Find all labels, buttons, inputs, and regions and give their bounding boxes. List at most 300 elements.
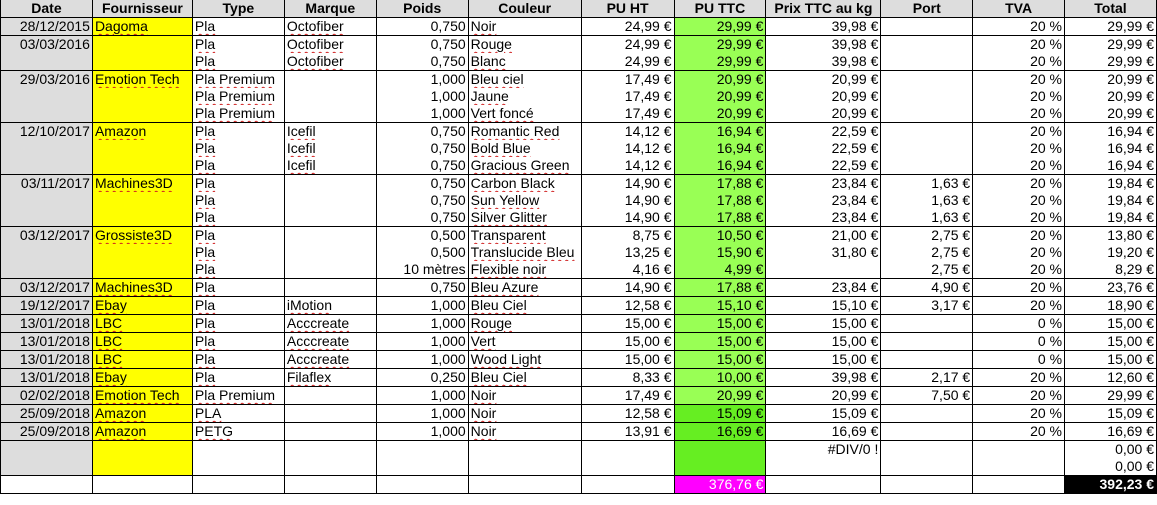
total-cell[interactable] — [1065, 315, 1157, 333]
column-header-date[interactable]: Date — [1, 0, 93, 18]
port-cell[interactable] — [881, 297, 973, 315]
pu-ttc-cell[interactable] — [674, 105, 766, 123]
date-cell[interactable] — [1, 315, 93, 333]
tva-cell[interactable] — [973, 315, 1065, 333]
port-cell[interactable] — [881, 476, 973, 494]
fournisseur-cell[interactable] — [92, 227, 192, 245]
date-cell[interactable] — [1, 140, 93, 157]
pu-ttc-cell[interactable] — [674, 18, 766, 36]
port-cell[interactable] — [881, 53, 973, 71]
prix-ttc-kg-cell[interactable] — [766, 18, 881, 36]
pu-ttc-cell[interactable] — [674, 192, 766, 209]
port-cell[interactable] — [881, 315, 973, 333]
type-cell[interactable] — [192, 333, 284, 351]
pu-ht-cell[interactable] — [581, 209, 674, 227]
total-cell[interactable] — [1065, 53, 1157, 71]
prix-ttc-kg-cell[interactable] — [766, 53, 881, 71]
poids-cell[interactable] — [376, 140, 468, 157]
pu-ht-cell[interactable] — [581, 88, 674, 105]
fournisseur-cell[interactable] — [92, 157, 192, 175]
tva-cell[interactable] — [973, 351, 1065, 369]
pu-ht-cell[interactable] — [581, 157, 674, 175]
couleur-cell[interactable] — [468, 209, 581, 227]
pu-ttc-cell[interactable] — [674, 279, 766, 297]
tva-cell[interactable] — [973, 36, 1065, 54]
marque-cell[interactable] — [284, 297, 376, 315]
date-cell[interactable] — [1, 227, 93, 245]
port-cell[interactable] — [881, 261, 973, 279]
marque-cell[interactable] — [284, 244, 376, 261]
pu-ht-cell[interactable] — [581, 105, 674, 123]
tva-cell[interactable] — [973, 209, 1065, 227]
fournisseur-cell[interactable] — [92, 18, 192, 36]
port-cell[interactable] — [881, 333, 973, 351]
type-cell[interactable] — [192, 123, 284, 141]
fournisseur-cell[interactable] — [92, 244, 192, 261]
poids-cell[interactable] — [376, 36, 468, 54]
tva-cell[interactable] — [973, 369, 1065, 387]
marque-cell[interactable] — [284, 140, 376, 157]
poids-cell[interactable] — [376, 192, 468, 209]
poids-cell[interactable] — [376, 333, 468, 351]
column-header-pu-ht[interactable]: PU HT — [581, 0, 674, 18]
fournisseur-cell[interactable] — [92, 405, 192, 423]
date-cell[interactable] — [1, 423, 93, 441]
date-cell[interactable] — [1, 476, 93, 494]
total-cell[interactable] — [1065, 18, 1157, 36]
marque-cell[interactable] — [284, 315, 376, 333]
marque-cell[interactable] — [284, 405, 376, 423]
prix-ttc-kg-cell[interactable] — [766, 315, 881, 333]
pu-ttc-cell[interactable] — [674, 227, 766, 245]
pu-ttc-cell[interactable] — [674, 140, 766, 157]
total-cell[interactable] — [1065, 279, 1157, 297]
poids-cell[interactable] — [376, 244, 468, 261]
pu-ttc-cell[interactable] — [674, 315, 766, 333]
total-cell[interactable] — [1065, 105, 1157, 123]
pu-ttc-cell[interactable] — [674, 405, 766, 423]
date-cell[interactable] — [1, 88, 93, 105]
column-header-tva[interactable]: TVA — [973, 0, 1065, 18]
type-cell[interactable] — [192, 441, 284, 459]
date-cell[interactable] — [1, 405, 93, 423]
total-cell[interactable] — [1065, 175, 1157, 193]
marque-cell[interactable] — [284, 157, 376, 175]
couleur-cell[interactable] — [468, 175, 581, 193]
pu-ht-cell[interactable] — [581, 71, 674, 89]
fournisseur-cell[interactable] — [92, 369, 192, 387]
couleur-cell[interactable] — [468, 351, 581, 369]
marque-cell[interactable] — [284, 175, 376, 193]
marque-cell[interactable] — [284, 458, 376, 476]
port-cell[interactable] — [881, 209, 973, 227]
date-cell[interactable] — [1, 369, 93, 387]
poids-cell[interactable] — [376, 18, 468, 36]
poids-cell[interactable] — [376, 315, 468, 333]
fournisseur-cell[interactable] — [92, 315, 192, 333]
total-cell[interactable] — [1065, 369, 1157, 387]
pu-ttc-cell[interactable] — [674, 123, 766, 141]
tva-cell[interactable] — [973, 297, 1065, 315]
total-cell[interactable] — [1065, 441, 1157, 459]
date-cell[interactable] — [1, 192, 93, 209]
port-cell[interactable] — [881, 387, 973, 405]
couleur-cell[interactable] — [468, 88, 581, 105]
pu-ht-cell[interactable] — [581, 36, 674, 54]
couleur-cell[interactable] — [468, 387, 581, 405]
fournisseur-cell[interactable] — [92, 88, 192, 105]
port-cell[interactable] — [881, 36, 973, 54]
prix-ttc-kg-cell[interactable] — [766, 36, 881, 54]
fournisseur-cell[interactable] — [92, 209, 192, 227]
marque-cell[interactable] — [284, 476, 376, 494]
type-cell[interactable] — [192, 53, 284, 71]
date-cell[interactable] — [1, 297, 93, 315]
prix-ttc-kg-cell[interactable] — [766, 405, 881, 423]
tva-cell[interactable] — [973, 157, 1065, 175]
pu-ttc-cell[interactable] — [674, 297, 766, 315]
date-cell[interactable] — [1, 279, 93, 297]
total-cell[interactable] — [1065, 333, 1157, 351]
pu-ht-cell[interactable] — [581, 423, 674, 441]
tva-cell[interactable] — [973, 88, 1065, 105]
prix-ttc-kg-cell[interactable] — [766, 140, 881, 157]
tva-cell[interactable] — [973, 244, 1065, 261]
port-cell[interactable] — [881, 369, 973, 387]
tva-cell[interactable] — [973, 227, 1065, 245]
poids-cell[interactable] — [376, 227, 468, 245]
fournisseur-cell[interactable] — [92, 351, 192, 369]
fournisseur-cell[interactable] — [92, 297, 192, 315]
port-cell[interactable] — [881, 157, 973, 175]
total-cell[interactable] — [1065, 351, 1157, 369]
port-cell[interactable] — [881, 279, 973, 297]
type-cell[interactable] — [192, 351, 284, 369]
port-cell[interactable] — [881, 441, 973, 459]
date-cell[interactable] — [1, 123, 93, 141]
date-cell[interactable] — [1, 18, 93, 36]
date-cell[interactable] — [1, 387, 93, 405]
marque-cell[interactable] — [284, 441, 376, 459]
total-cell[interactable] — [1065, 297, 1157, 315]
type-cell[interactable] — [192, 88, 284, 105]
port-cell[interactable] — [881, 405, 973, 423]
couleur-cell[interactable] — [468, 369, 581, 387]
tva-cell[interactable] — [973, 423, 1065, 441]
type-cell[interactable] — [192, 192, 284, 209]
fournisseur-cell[interactable] — [92, 441, 192, 459]
tva-cell[interactable] — [973, 441, 1065, 459]
column-header-fournisseur[interactable]: Fournisseur — [92, 0, 192, 18]
poids-cell[interactable] — [376, 71, 468, 89]
port-cell[interactable] — [881, 88, 973, 105]
total-cell[interactable] — [1065, 157, 1157, 175]
poids-cell[interactable] — [376, 405, 468, 423]
type-cell[interactable] — [192, 297, 284, 315]
couleur-cell[interactable] — [468, 192, 581, 209]
pu-ttc-cell[interactable] — [674, 261, 766, 279]
fournisseur-cell[interactable] — [92, 192, 192, 209]
port-cell[interactable] — [881, 71, 973, 89]
pu-ttc-cell[interactable] — [674, 351, 766, 369]
total-cell[interactable] — [1065, 387, 1157, 405]
pu-ttc-cell[interactable] — [674, 36, 766, 54]
couleur-cell[interactable] — [468, 18, 581, 36]
tva-cell[interactable] — [973, 123, 1065, 141]
poids-cell[interactable] — [376, 279, 468, 297]
tva-cell[interactable] — [973, 458, 1065, 476]
prix-ttc-kg-cell[interactable] — [766, 261, 881, 279]
port-cell[interactable] — [881, 175, 973, 193]
port-cell[interactable] — [881, 192, 973, 209]
column-header-marque[interactable]: Marque — [284, 0, 376, 18]
poids-cell[interactable] — [376, 369, 468, 387]
fournisseur-cell[interactable] — [92, 279, 192, 297]
pu-ht-cell[interactable] — [581, 476, 674, 494]
couleur-cell[interactable] — [468, 140, 581, 157]
pu-ht-cell[interactable] — [581, 175, 674, 193]
fournisseur-cell[interactable] — [92, 333, 192, 351]
prix-ttc-kg-cell[interactable] — [766, 192, 881, 209]
couleur-cell[interactable] — [468, 105, 581, 123]
date-cell[interactable] — [1, 36, 93, 54]
couleur-cell[interactable] — [468, 244, 581, 261]
pu-ht-cell[interactable] — [581, 192, 674, 209]
pu-ht-cell[interactable] — [581, 140, 674, 157]
fournisseur-cell[interactable] — [92, 175, 192, 193]
total-cell[interactable] — [1065, 244, 1157, 261]
column-header-poids[interactable]: Poids — [376, 0, 468, 18]
marque-cell[interactable] — [284, 123, 376, 141]
poids-cell[interactable] — [376, 351, 468, 369]
marque-cell[interactable] — [284, 88, 376, 105]
port-cell[interactable] — [881, 18, 973, 36]
tva-cell[interactable] — [973, 261, 1065, 279]
type-cell[interactable] — [192, 405, 284, 423]
date-cell[interactable] — [1, 157, 93, 175]
port-cell[interactable] — [881, 105, 973, 123]
marque-cell[interactable] — [284, 192, 376, 209]
pu-ht-cell[interactable] — [581, 18, 674, 36]
pu-ht-cell[interactable] — [581, 458, 674, 476]
column-header-port[interactable]: Port — [881, 0, 973, 18]
prix-ttc-kg-cell[interactable] — [766, 175, 881, 193]
total-cell[interactable] — [1065, 423, 1157, 441]
type-cell[interactable] — [192, 140, 284, 157]
date-cell[interactable] — [1, 71, 93, 89]
marque-cell[interactable] — [284, 423, 376, 441]
pu-ht-cell[interactable] — [581, 315, 674, 333]
couleur-cell[interactable] — [468, 315, 581, 333]
pu-ttc-cell[interactable] — [674, 88, 766, 105]
type-cell[interactable] — [192, 18, 284, 36]
total-cell[interactable] — [1065, 192, 1157, 209]
couleur-cell[interactable] — [468, 157, 581, 175]
marque-cell[interactable] — [284, 227, 376, 245]
poids-cell[interactable] — [376, 387, 468, 405]
marque-cell[interactable] — [284, 387, 376, 405]
fournisseur-cell[interactable] — [92, 105, 192, 123]
port-cell[interactable] — [881, 244, 973, 261]
prix-ttc-kg-cell[interactable] — [766, 351, 881, 369]
tva-cell[interactable] — [973, 140, 1065, 157]
date-cell[interactable] — [1, 209, 93, 227]
total-cell[interactable] — [1065, 227, 1157, 245]
poids-cell[interactable] — [376, 209, 468, 227]
marque-cell[interactable] — [284, 53, 376, 71]
tva-cell[interactable] — [973, 333, 1065, 351]
type-cell[interactable] — [192, 71, 284, 89]
tva-cell[interactable] — [973, 18, 1065, 36]
column-header-type[interactable]: Type — [192, 0, 284, 18]
prix-ttc-kg-cell[interactable] — [766, 88, 881, 105]
pu-ht-cell[interactable] — [581, 244, 674, 261]
type-cell[interactable] — [192, 458, 284, 476]
tva-cell[interactable] — [973, 175, 1065, 193]
pu-ht-cell[interactable] — [581, 387, 674, 405]
marque-cell[interactable] — [284, 36, 376, 54]
fournisseur-cell[interactable] — [92, 261, 192, 279]
poids-cell[interactable] — [376, 261, 468, 279]
prix-ttc-kg-cell[interactable] — [766, 157, 881, 175]
type-cell[interactable] — [192, 387, 284, 405]
pu-ttc-cell[interactable] — [674, 441, 766, 459]
marque-cell[interactable] — [284, 369, 376, 387]
pu-ttc-cell[interactable] — [674, 244, 766, 261]
date-cell[interactable] — [1, 244, 93, 261]
couleur-cell[interactable] — [468, 476, 581, 494]
tva-cell[interactable] — [973, 71, 1065, 89]
total-cell[interactable] — [1065, 458, 1157, 476]
port-cell[interactable] — [881, 423, 973, 441]
poids-cell[interactable] — [376, 53, 468, 71]
couleur-cell[interactable] — [468, 53, 581, 71]
pu-ht-cell[interactable] — [581, 53, 674, 71]
tva-cell[interactable] — [973, 387, 1065, 405]
pu-ht-cell[interactable] — [581, 369, 674, 387]
prix-ttc-kg-cell[interactable] — [766, 227, 881, 245]
couleur-cell[interactable] — [468, 423, 581, 441]
fournisseur-cell[interactable] — [92, 36, 192, 54]
prix-ttc-kg-cell[interactable] — [766, 297, 881, 315]
column-header-prix-ttc-kg[interactable]: Prix TTC au kg — [766, 0, 881, 18]
prix-ttc-kg-cell[interactable] — [766, 244, 881, 261]
type-cell[interactable] — [192, 105, 284, 123]
date-cell[interactable] — [1, 105, 93, 123]
type-cell[interactable] — [192, 279, 284, 297]
fournisseur-cell[interactable] — [92, 476, 192, 494]
date-cell[interactable] — [1, 351, 93, 369]
type-cell[interactable] — [192, 36, 284, 54]
tva-cell[interactable] — [973, 476, 1065, 494]
type-cell[interactable] — [192, 315, 284, 333]
type-cell[interactable] — [192, 261, 284, 279]
fournisseur-cell[interactable] — [92, 123, 192, 141]
fournisseur-cell[interactable] — [92, 458, 192, 476]
column-header-pu-ttc[interactable]: PU TTC — [674, 0, 766, 18]
type-cell[interactable] — [192, 476, 284, 494]
pu-ttc-cell[interactable] — [674, 387, 766, 405]
prix-ttc-kg-cell[interactable] — [766, 476, 881, 494]
total-cell[interactable] — [1065, 476, 1157, 494]
couleur-cell[interactable] — [468, 405, 581, 423]
pu-ht-cell[interactable] — [581, 297, 674, 315]
port-cell[interactable] — [881, 351, 973, 369]
date-cell[interactable] — [1, 53, 93, 71]
tva-cell[interactable] — [973, 105, 1065, 123]
tva-cell[interactable] — [973, 192, 1065, 209]
pu-ht-cell[interactable] — [581, 441, 674, 459]
couleur-cell[interactable] — [468, 123, 581, 141]
prix-ttc-kg-cell[interactable] — [766, 105, 881, 123]
poids-cell[interactable] — [376, 123, 468, 141]
prix-ttc-kg-cell[interactable] — [766, 387, 881, 405]
port-cell[interactable] — [881, 458, 973, 476]
prix-ttc-kg-cell[interactable] — [766, 209, 881, 227]
total-cell[interactable] — [1065, 36, 1157, 54]
poids-cell[interactable] — [376, 476, 468, 494]
date-cell[interactable] — [1, 441, 93, 459]
type-cell[interactable] — [192, 175, 284, 193]
total-cell[interactable] — [1065, 88, 1157, 105]
poids-cell[interactable] — [376, 157, 468, 175]
port-cell[interactable] — [881, 140, 973, 157]
pu-ht-cell[interactable] — [581, 279, 674, 297]
port-cell[interactable] — [881, 227, 973, 245]
prix-ttc-kg-cell[interactable] — [766, 458, 881, 476]
tva-cell[interactable] — [973, 279, 1065, 297]
type-cell[interactable] — [192, 209, 284, 227]
total-cell[interactable] — [1065, 123, 1157, 141]
type-cell[interactable] — [192, 423, 284, 441]
fournisseur-cell[interactable] — [92, 423, 192, 441]
poids-cell[interactable] — [376, 441, 468, 459]
pu-ht-cell[interactable] — [581, 123, 674, 141]
pu-ttc-cell[interactable] — [674, 175, 766, 193]
pu-ttc-cell[interactable] — [674, 333, 766, 351]
pu-ht-cell[interactable] — [581, 261, 674, 279]
poids-cell[interactable] — [376, 175, 468, 193]
couleur-cell[interactable] — [468, 36, 581, 54]
marque-cell[interactable] — [284, 351, 376, 369]
fournisseur-cell[interactable] — [92, 71, 192, 89]
tva-cell[interactable] — [973, 53, 1065, 71]
total-cell[interactable] — [1065, 405, 1157, 423]
couleur-cell[interactable] — [468, 71, 581, 89]
poids-cell[interactable] — [376, 88, 468, 105]
poids-cell[interactable] — [376, 297, 468, 315]
couleur-cell[interactable] — [468, 333, 581, 351]
pu-ttc-cell[interactable] — [674, 53, 766, 71]
poids-cell[interactable] — [376, 423, 468, 441]
marque-cell[interactable] — [284, 71, 376, 89]
couleur-cell[interactable] — [468, 279, 581, 297]
column-header-total[interactable]: Total — [1065, 0, 1157, 18]
marque-cell[interactable] — [284, 105, 376, 123]
date-cell[interactable] — [1, 458, 93, 476]
pu-ttc-cell[interactable] — [674, 209, 766, 227]
poids-cell[interactable] — [376, 105, 468, 123]
prix-ttc-kg-cell[interactable] — [766, 279, 881, 297]
date-cell[interactable] — [1, 175, 93, 193]
pu-ttc-cell[interactable] — [674, 157, 766, 175]
prix-ttc-kg-cell[interactable] — [766, 369, 881, 387]
marque-cell[interactable] — [284, 279, 376, 297]
poids-cell[interactable] — [376, 458, 468, 476]
pu-ttc-cell[interactable] — [674, 423, 766, 441]
pu-ttc-cell[interactable] — [674, 476, 766, 494]
marque-cell[interactable] — [284, 333, 376, 351]
